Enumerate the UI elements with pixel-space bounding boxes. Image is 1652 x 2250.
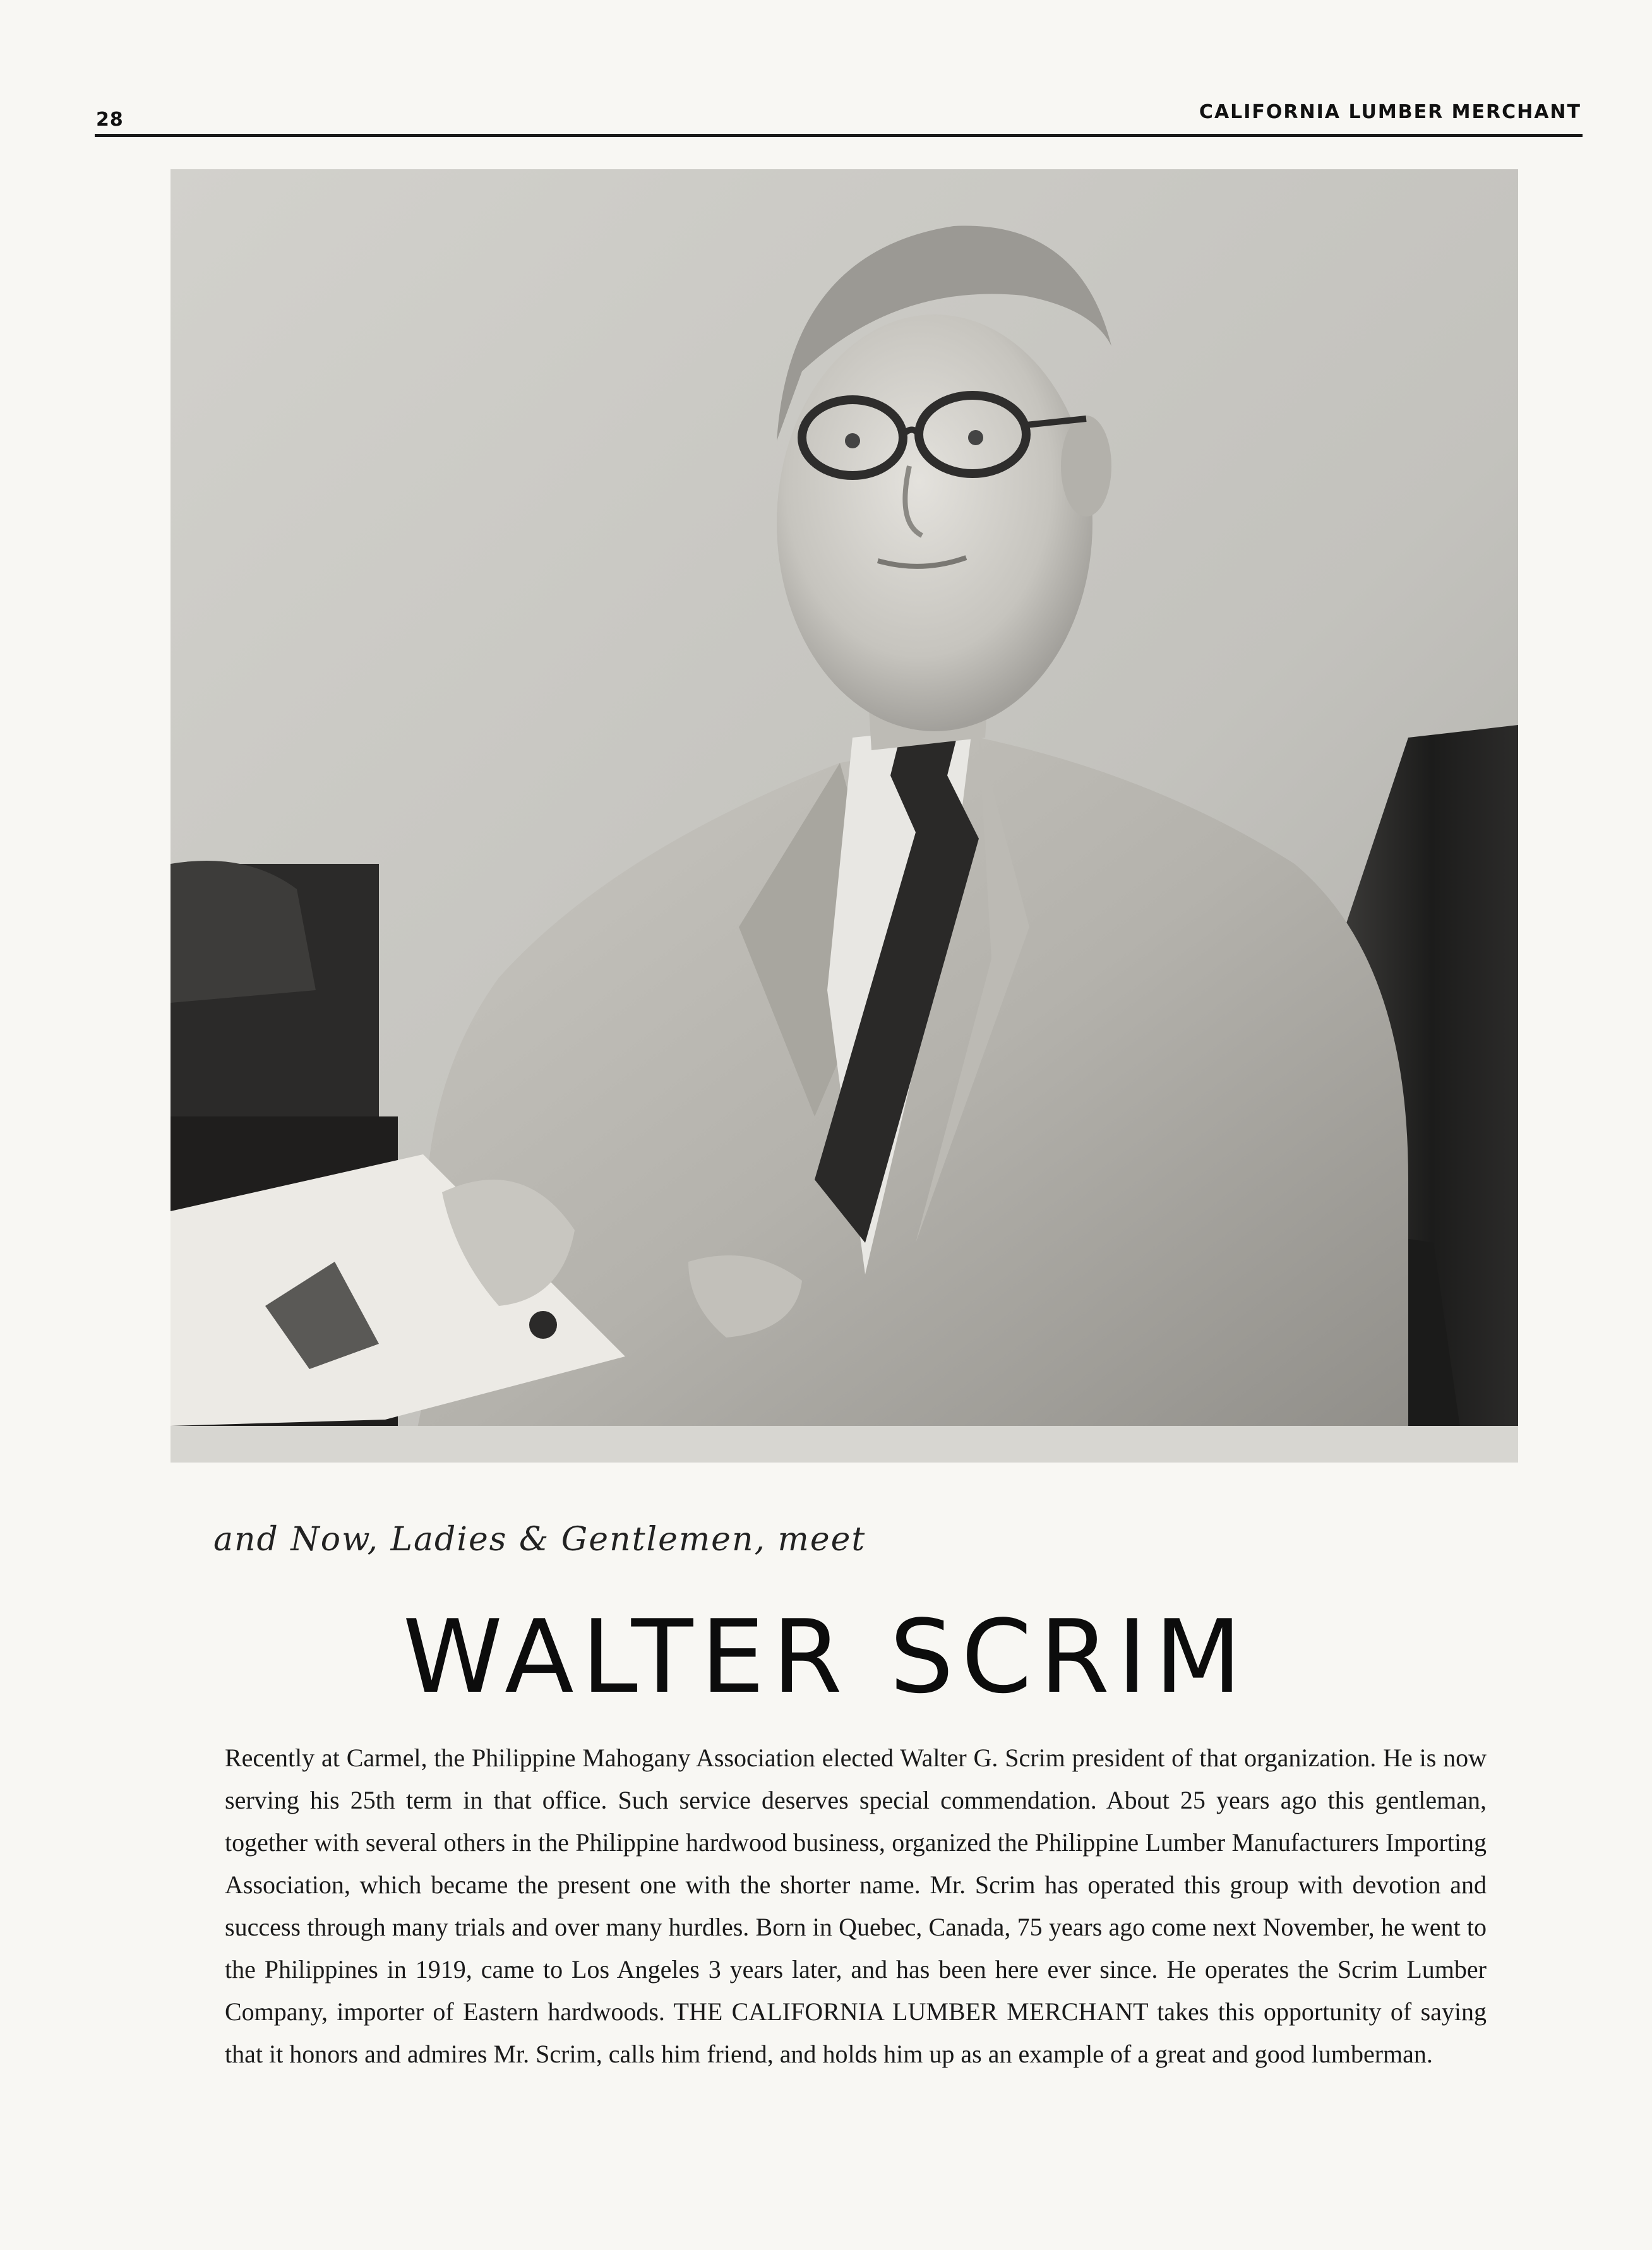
publication-title: CALIFORNIA LUMBER MERCHANT [1199, 101, 1581, 123]
header-rule [95, 134, 1583, 137]
headline: WALTER SCRIM [402, 1598, 1250, 1716]
intro-line: and Now, Ladies & Gentlemen, meet [213, 1521, 866, 1559]
portrait-photo [171, 169, 1518, 1463]
article-body: Recently at Carmel, the Philippine Mahogany Association elected Walter G. Scrim president of that organization. He is now serving his 25th term in that office. Such service deserves special commendation. About 25 years ago this gentleman, together with several others in the Philippine hardwood business, organized the Philippine Lumber Manufacturers Importing Association, which became the present one with the shorter name. Mr. Scrim has operated this group with devotion and success through many trials and over many hurdles. Born in Quebec, Canada, 75 years ago come next November, he went to the Philippines in 1919, came to Los Angeles 3 years later, and has been here ever since. He operates the Scrim Lumber Company, importer of Eastern hardwoods. THE CALIFORNIA LUMBER MERCHANT takes this opportunity of saying that it honors and admires Mr. Scrim, calls him friend, and holds him up as an example of a great and good lumberman. [225, 1744, 1487, 2068]
page-number: 28 [96, 109, 124, 131]
